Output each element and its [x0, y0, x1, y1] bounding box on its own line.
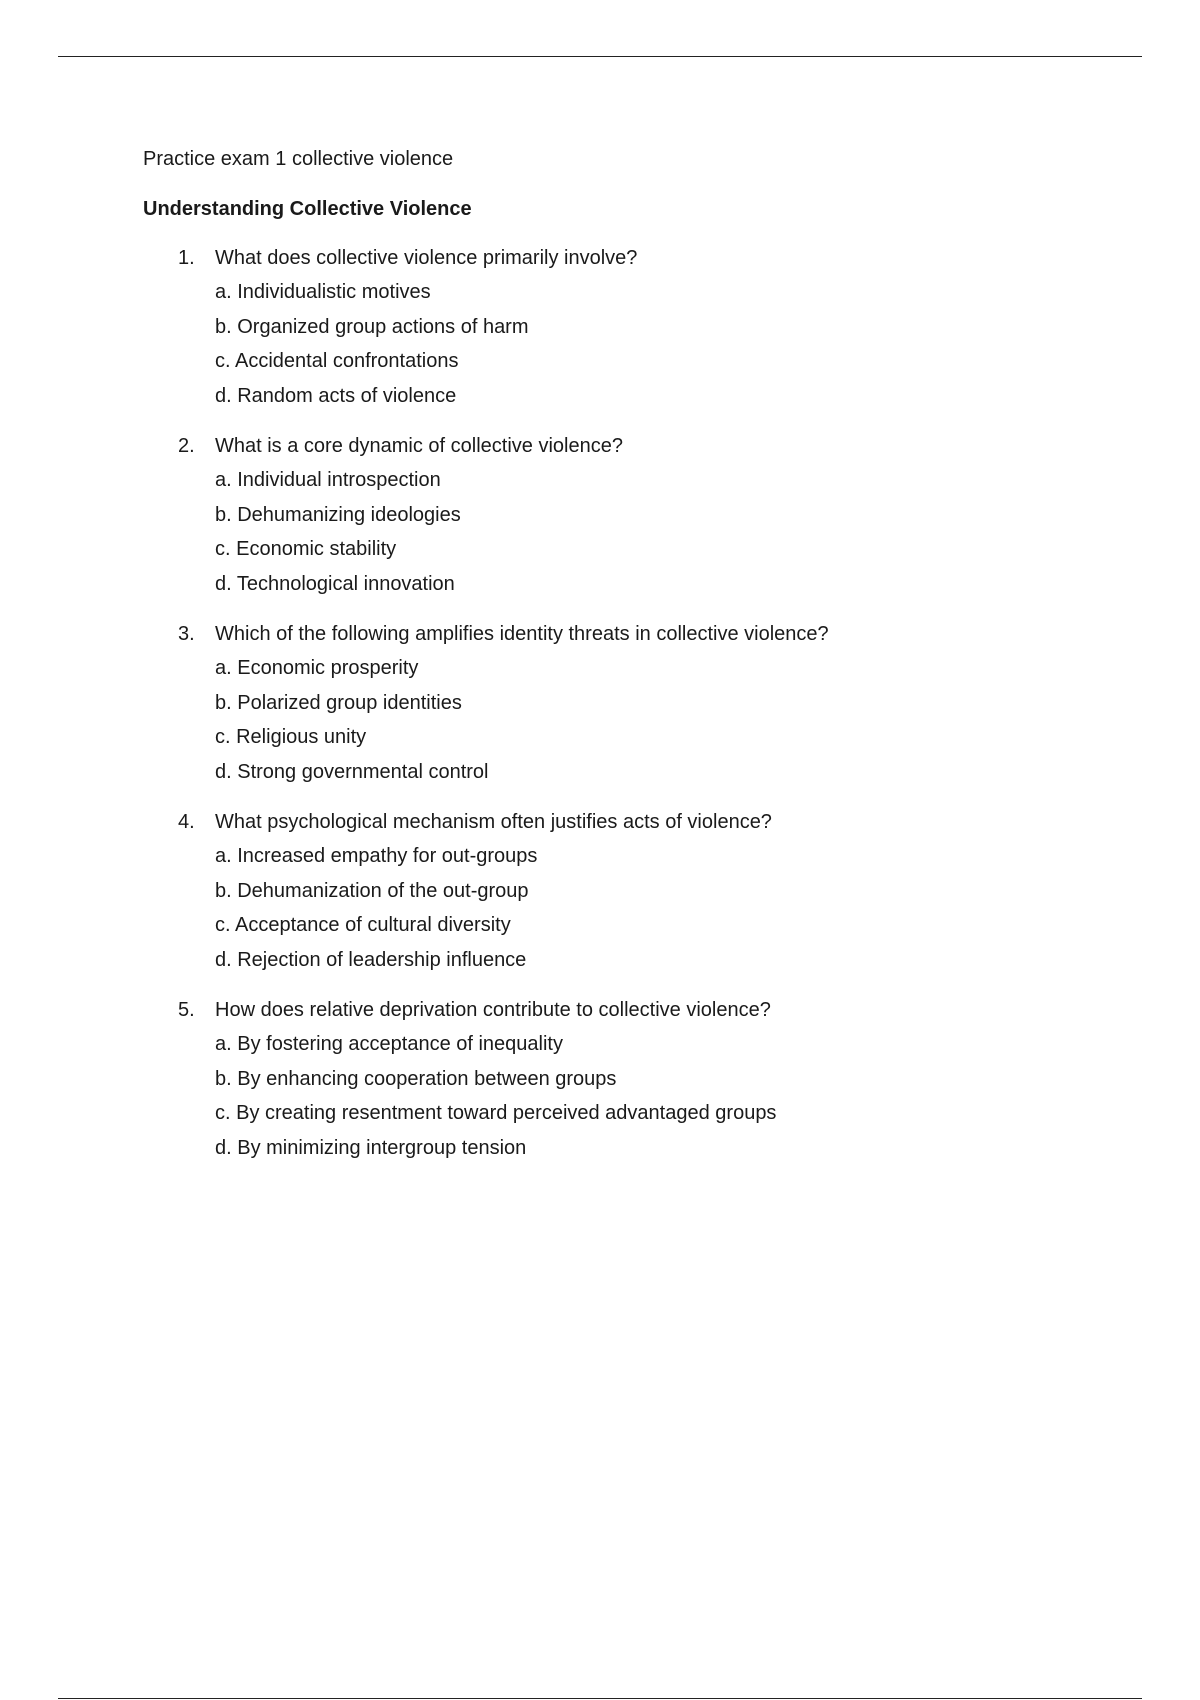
question-text: What psychological mechanism often justifies acts of violence? — [215, 811, 772, 833]
option-d: d. Rejection of leadership influence — [215, 948, 527, 971]
question-number: 2. — [178, 435, 195, 457]
option-a: a. Individual introspection — [215, 469, 441, 491]
question-5 — [143, 993, 1083, 1165]
option-d: d. Technological innovation — [215, 572, 455, 595]
question-list — [143, 241, 1083, 1165]
question-number: 1. — [178, 247, 195, 269]
option-b: b. Polarized group identities — [215, 691, 462, 714]
question-text: What is a core dynamic of collective violence? — [215, 435, 623, 457]
option-c: c. By creating resentment toward perceived advantaged groups — [215, 1102, 777, 1124]
option-list — [143, 1027, 1083, 1165]
bottom-rule — [58, 1698, 1142, 1699]
question-1 — [143, 241, 1083, 413]
option-b: b. Dehumanization of the out-group — [215, 879, 529, 902]
document-body — [143, 145, 1083, 1181]
option-d: d. Strong governmental control — [215, 760, 489, 783]
option-b: b. By enhancing cooperation between groups — [215, 1067, 617, 1090]
option-list — [143, 839, 1083, 977]
option-b: b. Dehumanizing ideologies — [215, 503, 461, 526]
option-list — [143, 651, 1083, 789]
section-heading: Understanding Collective Violence — [143, 198, 472, 220]
question-2 — [143, 429, 1083, 601]
question-text: Which of the following amplifies identity threats in collective violence? — [215, 623, 829, 645]
option-a: a. Economic prosperity — [215, 657, 419, 679]
question-3 — [143, 617, 1083, 789]
question-4 — [143, 805, 1083, 977]
option-a: a. By fostering acceptance of inequality — [215, 1033, 563, 1055]
question-text: What does collective violence primarily involve? — [215, 247, 638, 269]
option-a: a. Increased empathy for out-groups — [215, 845, 538, 867]
option-b: b. Organized group actions of harm — [215, 315, 529, 338]
question-number: 3. — [178, 623, 195, 645]
option-list — [143, 463, 1083, 601]
option-d: d. Random acts of violence — [215, 384, 457, 407]
option-c: c. Religious unity — [215, 726, 367, 748]
option-list — [143, 275, 1083, 413]
top-rule — [58, 56, 1142, 57]
option-c: c. Acceptance of cultural diversity — [215, 914, 511, 936]
question-number: 5. — [178, 999, 195, 1021]
question-text: How does relative deprivation contribute to collective violence? — [215, 999, 771, 1021]
option-c: c. Accidental confrontations — [215, 350, 459, 372]
question-number: 4. — [178, 811, 195, 833]
option-a: a. Individualistic motives — [215, 281, 431, 303]
document-title: Practice exam 1 collective violence — [143, 148, 454, 170]
option-c: c. Economic stability — [215, 538, 397, 560]
option-d: d. By minimizing intergroup tension — [215, 1136, 527, 1159]
